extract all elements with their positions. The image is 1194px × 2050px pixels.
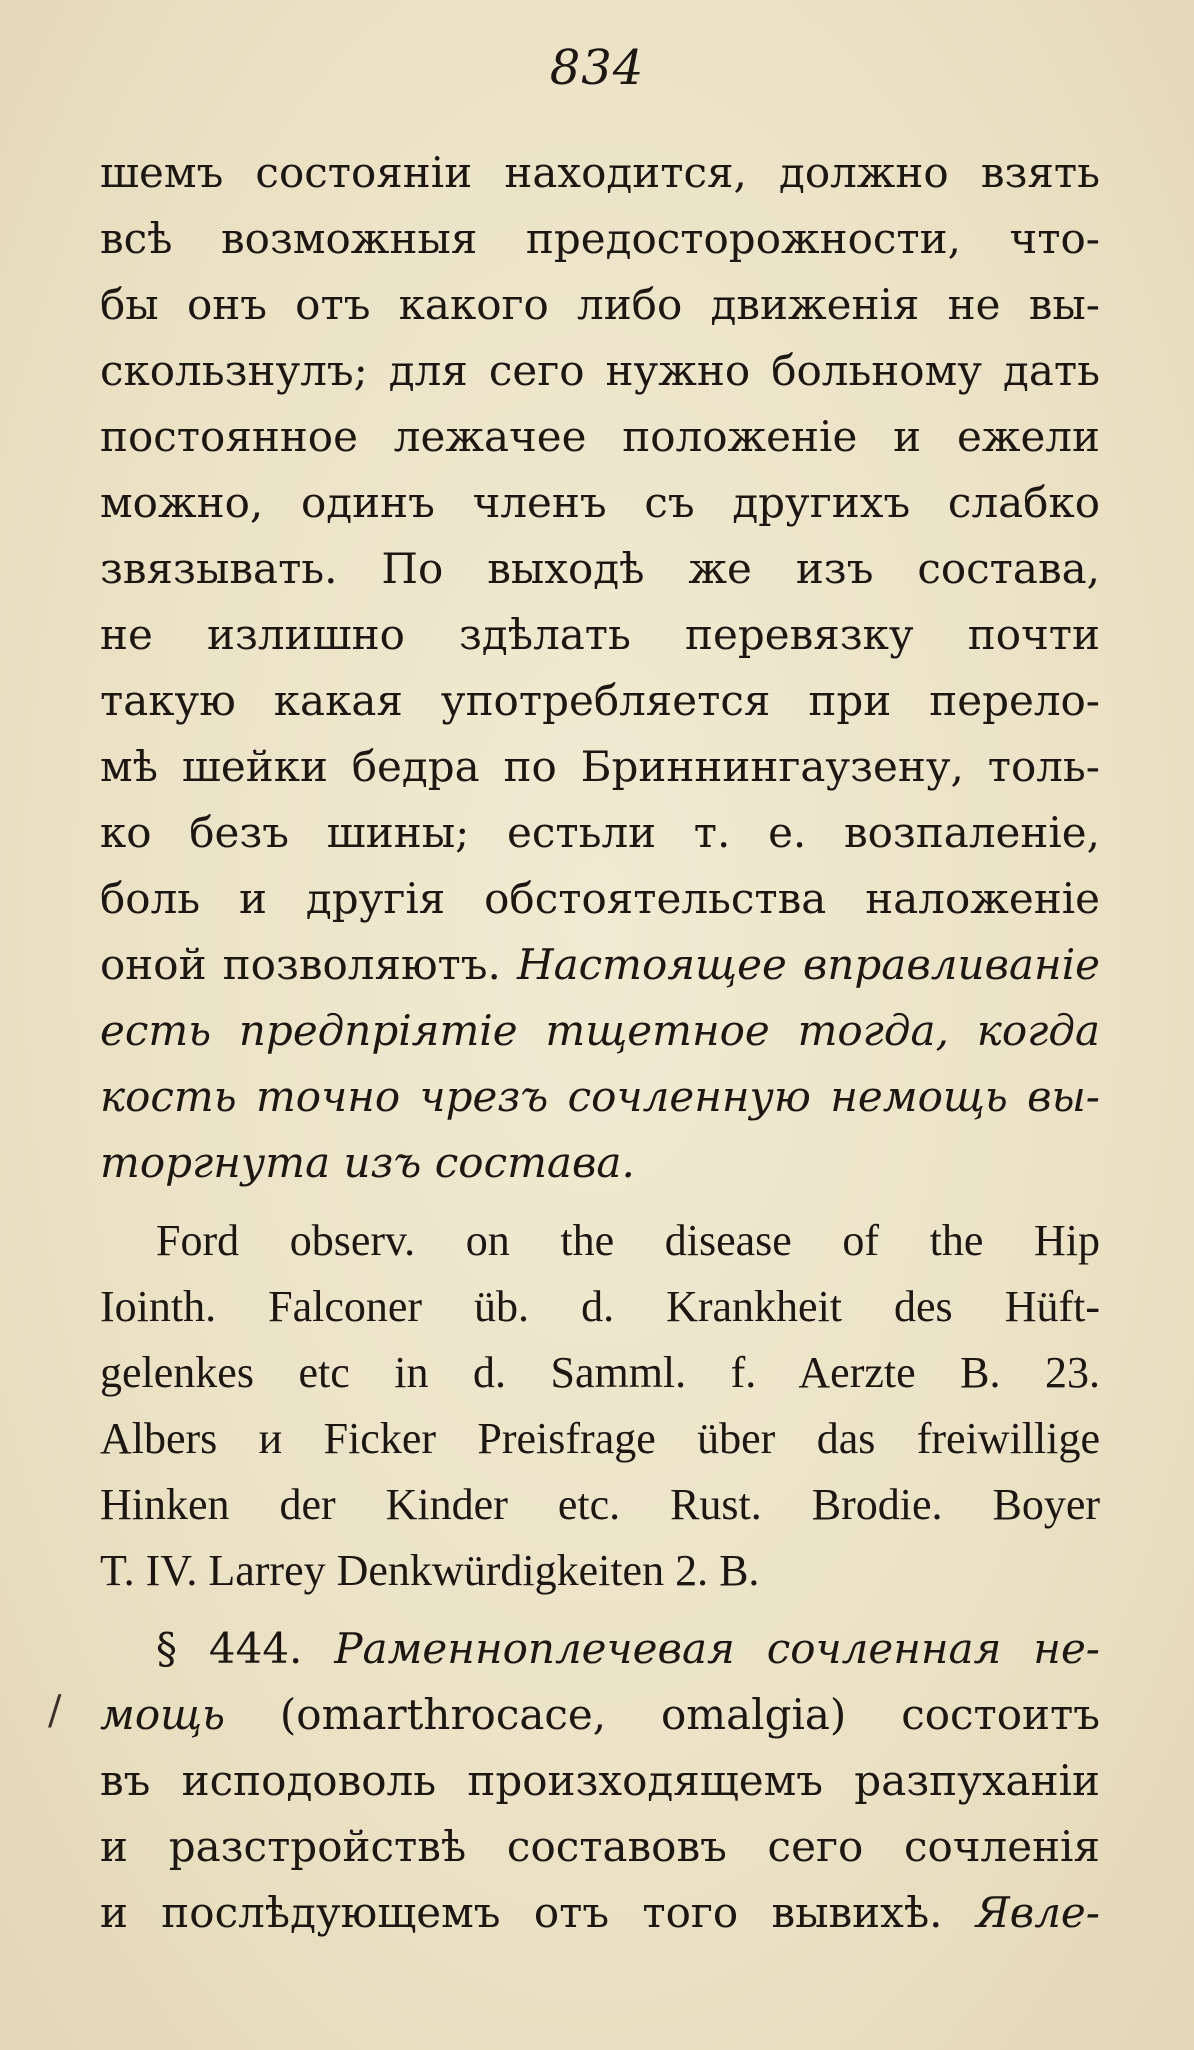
section-title: Раменноплечевая сочленная не- (334, 1624, 1100, 1673)
text-line-3: бы онъ отъ какого либо движенiя не вы- (100, 280, 1100, 329)
italic-line-2: кость точно чрезъ сочленную немощь вы- (100, 1072, 1100, 1121)
text-line-2: всѣ возможныя предосторожности, что- (100, 214, 1100, 263)
text-line-4: скользнулъ; для сего нужно больному дать (100, 346, 1100, 395)
text-line-7: звязывать. По выходѣ же изъ состава, (100, 544, 1100, 593)
paragraph-gap (100, 1604, 1100, 1616)
section-line-4: и разстройствѣ составовъ сего сочленiя (100, 1822, 1100, 1871)
italic-line-1: есть предпрiятiе тщетное тогда, когда (100, 1006, 1100, 1055)
italic-line-last: торгнута изъ состава. (100, 1138, 635, 1187)
text-line-13 (100, 932, 1100, 998)
text-line-13-normal: оной позволяютъ. (100, 940, 501, 989)
section-line-2 (100, 1682, 1100, 1748)
text-line-12: боль и другiя обстоятельства наложенiе (100, 874, 1100, 923)
text-line-11: ко безъ шины; естьли т. е. возпаленiе, (100, 808, 1100, 857)
reference-line-1: Ford observ. on the disease of the Hip (156, 1216, 1100, 1265)
reference-line-4: Albers и Ficker Preisfrage über das freiwillige (100, 1414, 1100, 1463)
section-heading-line (100, 1616, 1100, 1682)
section-line-5-normal: и послѣдующемъ отъ того вывихѣ. (100, 1888, 943, 1937)
section-line-5 (100, 1880, 1100, 1946)
section-line-2-italic: мощь (100, 1690, 226, 1739)
page-number: 834 (549, 40, 645, 96)
text-line-5: постоянное лежачее положенiе и ежели (100, 412, 1100, 461)
page-text (100, 140, 1100, 1946)
text-line-1: шемъ состоянiи находится, должно взять (100, 148, 1100, 197)
text-line-9: такую какая употребляется при перело- (100, 676, 1100, 725)
text-line-8: не излишно здѣлать перевязку почти (100, 610, 1100, 659)
section-line-2-normal: (omarthrocace, omalgia) состоитъ (279, 1690, 1100, 1739)
reference-line-5: Hinken der Kinder etc. Rust. Brodie. Boyer (100, 1480, 1100, 1529)
section-number: § 444. (156, 1624, 303, 1673)
section-line-5-italic: Явле- (975, 1888, 1100, 1937)
text-line-6: можно, одинъ членъ съ другихъ слабко (100, 478, 1100, 527)
text-line-13-italic: Настоящее вправливанiе (516, 940, 1100, 989)
reference-line-2: Iointh. Falconer üb. d. Krankheit des Hüft- (100, 1282, 1100, 1331)
reference-line-last: T. IV. Larrey Denkwürdigkeiten 2. B. (100, 1546, 760, 1595)
text-line-10: мѣ шейки бедра по Бриннингаузену, толь- (100, 742, 1100, 791)
margin-mark: / (48, 1688, 62, 1734)
section-line-3: въ исподоволь произходящемъ разпуханiи (100, 1756, 1100, 1805)
paragraph-gap (100, 1196, 1100, 1208)
reference-line-3: gelenkes etc in d. Samml. f. Aerzte B. 23. (100, 1348, 1100, 1397)
